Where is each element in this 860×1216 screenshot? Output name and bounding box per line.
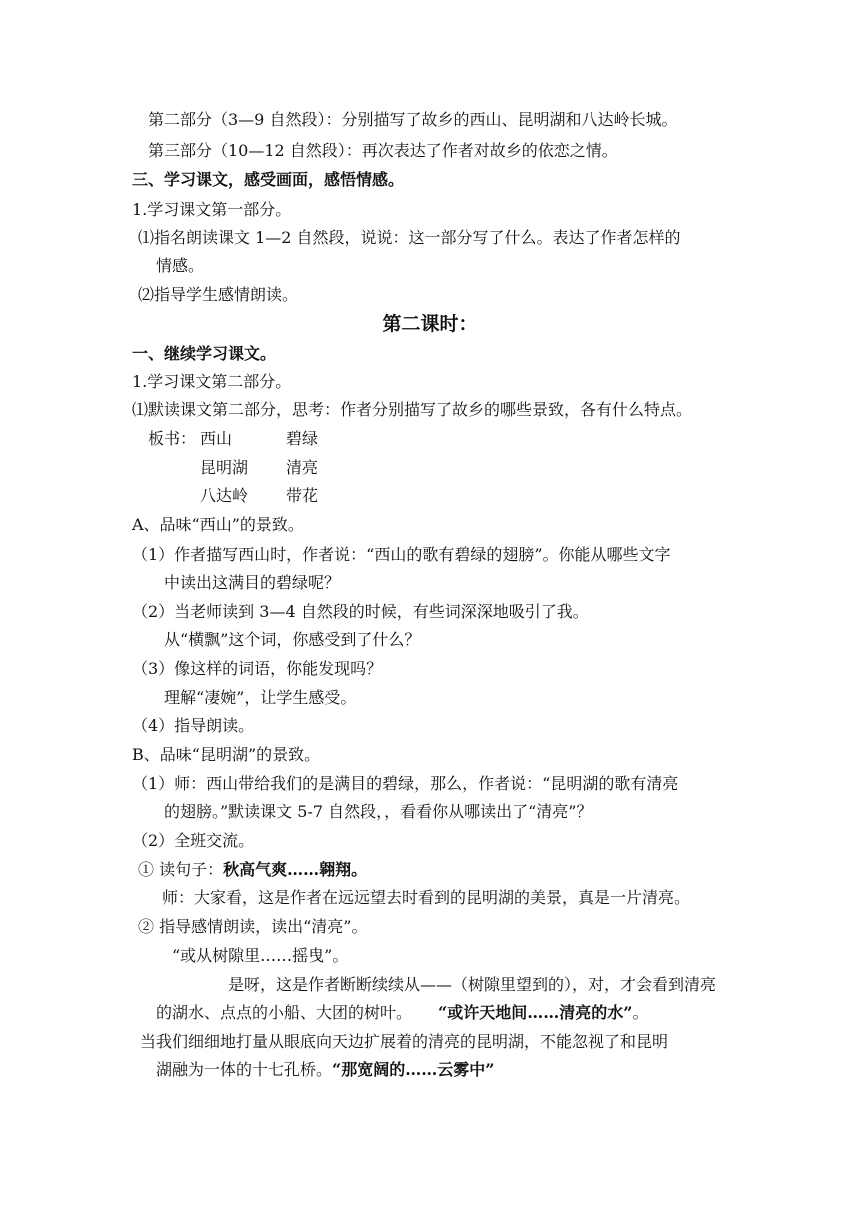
section-heading: 一、继续学习课文。 [132, 344, 277, 363]
text-line: 当我们细细地打量从眼底向天边扩展着的清亮的昆明湖，不能忽视了和昆明 [140, 1032, 669, 1051]
text-line: ⑵指导学生感情朗读。 [138, 285, 299, 304]
text-line: 1.学习课文第二部分。 [132, 372, 292, 391]
board-feature: 碧绿 [286, 429, 319, 448]
quoted-sentence: 秋高气爽……翱翔。 [223, 860, 368, 879]
text-line: ② 指导感情朗读，读出“清亮”。 [138, 917, 368, 936]
quoted-sentence: “那宽阔的……云雾中” [332, 1060, 495, 1079]
text-line: ⑴默读课文第二部分，思考：作者分别描写了故乡的哪些景致，各有什么特点。 [132, 400, 693, 419]
text-line: 是呀，这是作者断断续续从——（树隙里望到的），对，才会看到清亮 [228, 975, 717, 994]
text-line: 第二部分（3—9 自然段）：分别描写了故乡的西山、昆明湖和八达岭长城。 [148, 110, 678, 129]
text-line: 中读出这满目的碧绿呢？ [164, 573, 341, 592]
text-line [156, 1003, 648, 1023]
board-feature: 带花 [286, 486, 319, 505]
board-feature: 清亮 [286, 458, 319, 477]
board-label: 板书： [148, 429, 197, 448]
text-line: B、品味“昆明湖”的景致。 [132, 745, 321, 764]
text-line: 1.学习课文第一部分。 [132, 200, 292, 219]
text-line: （3）像这样的词语，你能发现吗？ [132, 659, 383, 678]
board-place: 西山 [200, 429, 233, 448]
text-line: 从“横飘”这个词，你感受到了什么？ [164, 630, 421, 649]
text-line: 的翅膀。”默读课文 5-7 自然段，，看看你从哪读出了“清亮”？ [164, 802, 593, 821]
text-span: ① 读句子： [138, 860, 224, 879]
text-line: ⑴指名朗读课文 1—2 自然段，说说：这一部分写了什么。表达了作者怎样的 [138, 228, 681, 247]
text-line: （1）作者描写西山时，作者说：“西山的歌有碧绿的翅膀”。你能从哪些文字 [132, 545, 671, 564]
text-line: A、品味“西山”的景致。 [132, 515, 304, 534]
text-span: 湖融为一体的十七孔桥。 [156, 1060, 333, 1079]
text-line: （2）当老师读到 3—4 自然段的时候，有些词深深地吸引了我。 [132, 602, 589, 621]
text-line: “或从树隙里……摇曳”。 [172, 946, 349, 965]
text-line: 理解“凄婉”，让学生感受。 [164, 688, 357, 707]
text-line: 师：大家看，这是作者在远远望去时看到的昆明湖的美景，真是一片清亮。 [162, 888, 691, 907]
text-line: （2）全班交流。 [132, 831, 255, 850]
text-line: 第三部分（10—12 自然段）：再次表达了作者对故乡的依恋之情。 [148, 141, 618, 160]
text-span: 。 [632, 1003, 649, 1022]
text-line: 情感。 [156, 256, 205, 275]
text-line: （1）师：西山带给我们的是满目的碧绿，那么，作者说：“昆明湖的歌有清亮 [132, 774, 679, 793]
board-place: 八达岭 [200, 486, 249, 505]
text-line: （4）指导朗读。 [132, 716, 255, 735]
text-line [156, 1060, 494, 1080]
page-title: 第二课时： [382, 313, 478, 335]
text-span: 的湖水、点点的小船、大团的树叶。 [156, 1003, 413, 1022]
section-heading: 三、学习课文，感受画面，感悟情感。 [132, 170, 405, 189]
board-place: 昆明湖 [200, 458, 249, 477]
text-line [138, 860, 367, 880]
quoted-sentence: “或许天地间……清亮的水” [438, 1003, 633, 1022]
